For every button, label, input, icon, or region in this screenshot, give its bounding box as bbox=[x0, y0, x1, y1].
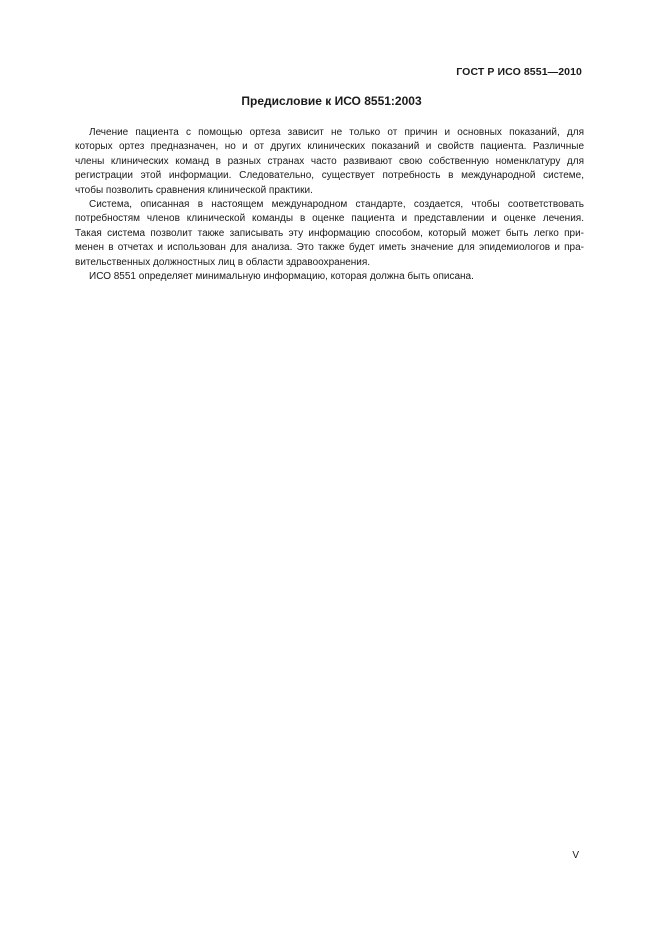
section-title: Предисловие к ИСО 8551:2003 bbox=[241, 94, 422, 108]
document-code: ГОСТ Р ИСО 8551—2010 bbox=[456, 66, 582, 78]
paragraph-3 bbox=[75, 270, 584, 284]
text-line: чтобы позволить сравнения клинической практики. bbox=[75, 184, 313, 196]
text-line: регистрации этой информации. Следовательно, существует потребность в международной системе, bbox=[75, 170, 584, 182]
text-line: Такая система позволит также записывать эту информацию способом, который может быть легко при- bbox=[75, 227, 584, 239]
text-line: Система, описанная в настоящем международном стандарте, создается, чтобы соответствовать bbox=[89, 199, 584, 211]
paragraph-1 bbox=[75, 126, 584, 198]
text-line: вительственных должностных лиц в области здравоохранения. bbox=[75, 256, 371, 268]
text-line: потребностям членов клинической команды в оценке пациента и представлении и оценке лечения. bbox=[75, 213, 584, 225]
paragraph-2 bbox=[75, 198, 584, 270]
body-text bbox=[75, 126, 584, 284]
text-line: менен в отчетах и использован для анализа. Это также будет иметь значение для эпидемиологов и пра- bbox=[75, 242, 584, 254]
text-line: члены клинических команд в разных странах часто развивают свою собственную номенклатуру для bbox=[75, 155, 584, 167]
text-line: Лечение пациента с помощью ортеза зависит не только от причин и основных показаний, для bbox=[89, 127, 584, 138]
text-line: ИСО 8551 определяет минимальную информацию, которая должна быть описана. bbox=[89, 271, 474, 283]
text-line: которых ортез предназначен, но и от других клинических показаний и свойств пациента. Различные bbox=[75, 141, 584, 153]
page-number: V bbox=[572, 850, 579, 861]
